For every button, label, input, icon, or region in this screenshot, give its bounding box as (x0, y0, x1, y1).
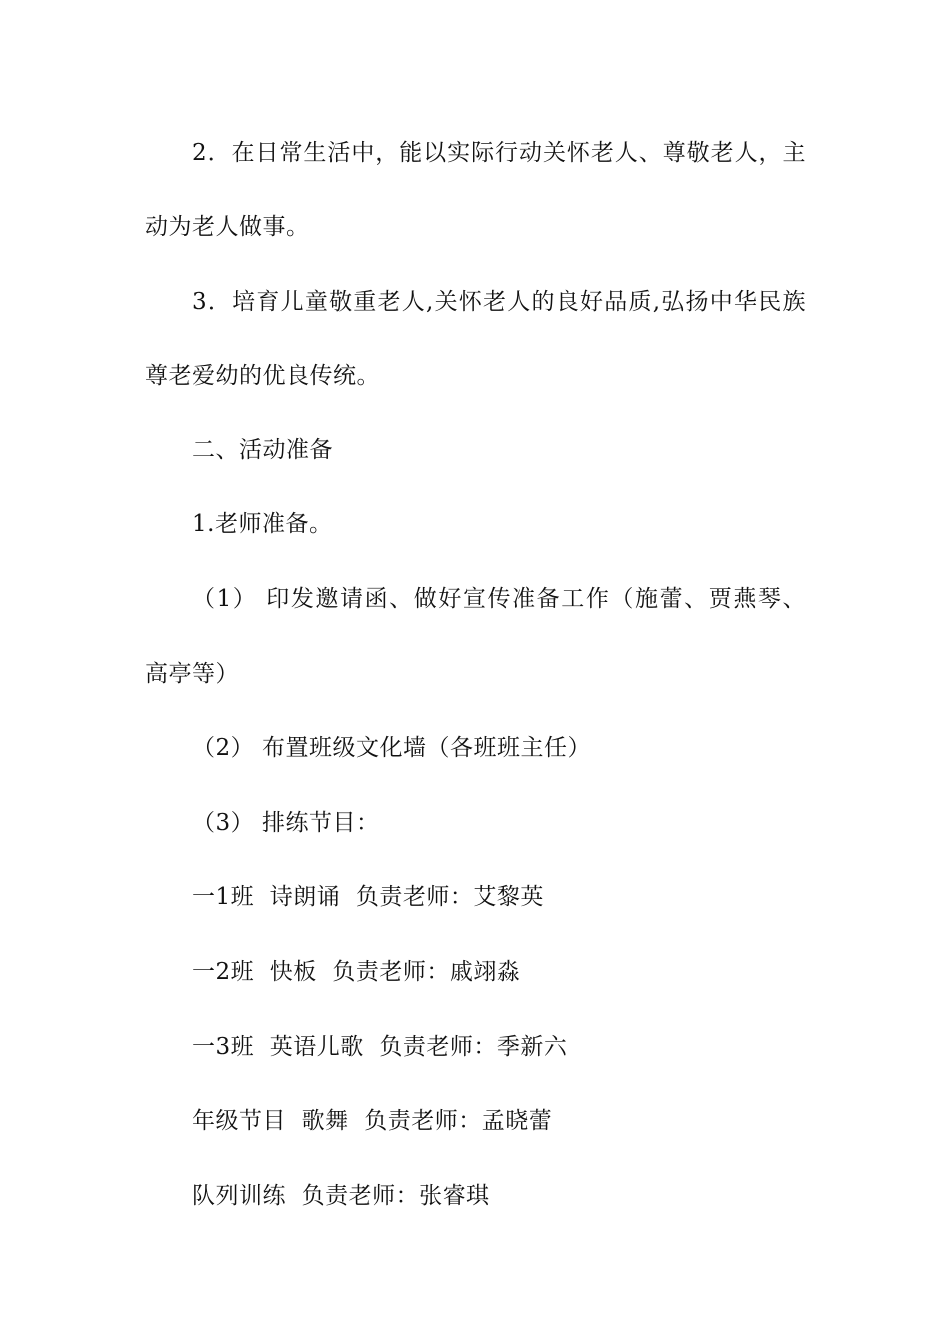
list-item-3: （3） 排练节目： (192, 810, 380, 836)
paragraph-line-1: 2．在日常生活中，能以实际行动关怀老人、尊敬老人，主 (192, 140, 806, 166)
paragraph-line-2: 动为老人做事。 (145, 214, 310, 240)
program-line-drill: 队列训练 负责老师：张睿琪 (192, 1183, 490, 1209)
program-line-class-2: 一2班 快板 负责老师：戚翊淼 (192, 959, 521, 985)
subheading-teacher-prep: 1.老师准备。 (192, 511, 333, 537)
paragraph-line-7: （1） 印发邀请函、做好宣传准备工作（施蕾、贾燕琴、 (192, 586, 806, 612)
paragraph-line-8: 高亭等） (145, 661, 239, 687)
program-line-class-3: 一3班 英语儿歌 负责老师：季新六 (192, 1034, 568, 1060)
paragraph-line-4: 尊老爱幼的优良传统。 (145, 363, 380, 389)
program-line-grade: 年级节目 歌舞 负责老师：孟晓蕾 (192, 1108, 553, 1134)
list-item-2: （2） 布置班级文化墙（各班班主任） (192, 735, 591, 761)
program-line-class-1: 一1班 诗朗诵 负责老师：艾黎英 (192, 884, 544, 910)
paragraph-line-3: 3．培育儿童敬重老人,关怀老人的良好品质,弘扬中华民族 (192, 289, 806, 315)
section-heading-activity-prep: 二、活动准备 (192, 437, 333, 463)
